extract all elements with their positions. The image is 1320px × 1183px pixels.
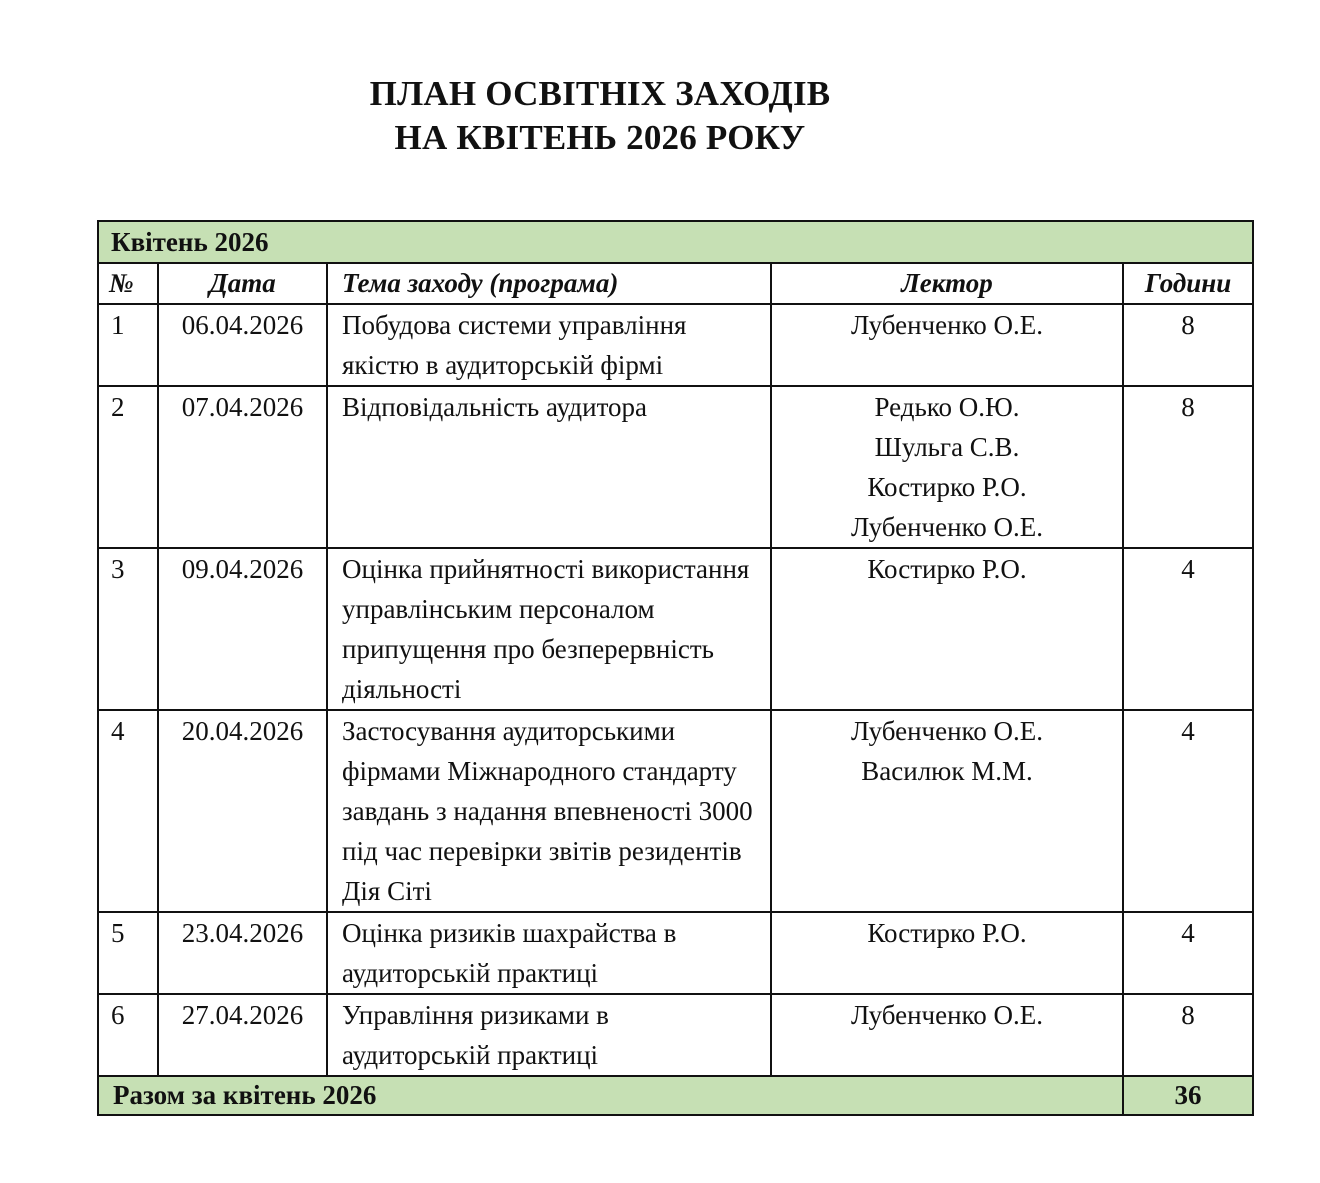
row-hours: 8 [1123, 304, 1253, 386]
column-header-num: № [98, 263, 158, 304]
page-title [0, 72, 1200, 160]
month-header-row [98, 221, 1253, 263]
row-num: 2 [98, 386, 158, 548]
row-num: 1 [98, 304, 158, 386]
lecturer-name: Шульга С.В. [874, 432, 1020, 462]
row-topic: Побудова системи управління якістю в аудиторській фірмі [327, 304, 771, 386]
row-date: 06.04.2026 [158, 304, 327, 386]
lecturer-name: Редько О.Ю. [874, 392, 1020, 422]
column-header-lecturer: Лектор [771, 263, 1123, 304]
row-date: 09.04.2026 [158, 548, 327, 710]
events-plan-table [97, 220, 1254, 1116]
lecturer-name: Лубенченко О.Е. [850, 1000, 1044, 1030]
row-lecturers [771, 386, 1123, 548]
lecturer-name: Костирко Р.О. [867, 918, 1027, 948]
row-hours: 8 [1123, 994, 1253, 1076]
row-hours: 8 [1123, 386, 1253, 548]
row-lecturers [771, 994, 1123, 1076]
row-topic: Управління ризиками в аудиторській практиці [327, 994, 771, 1076]
row-num: 3 [98, 548, 158, 710]
table-row [98, 386, 1253, 548]
row-topic: Оцінка прийнятності використання управлінським персоналом припущення про безперервність діяльності [327, 548, 771, 710]
row-topic: Оцінка ризиків шахрайства в аудиторській практиці [327, 912, 771, 994]
table-row [98, 912, 1253, 994]
lecturer-name: Лубенченко О.Е. [850, 512, 1044, 542]
row-lecturers [771, 710, 1123, 912]
title-line-1: ПЛАН ОСВІТНІХ ЗАХОДІВ [369, 74, 831, 113]
table-row [98, 548, 1253, 710]
lecturer-name: Лубенченко О.Е. [850, 310, 1044, 340]
row-num: 6 [98, 994, 158, 1076]
row-topic: Відповідальність аудитора [327, 386, 771, 548]
row-hours: 4 [1123, 912, 1253, 994]
table-row [98, 304, 1253, 386]
column-header-row [98, 263, 1253, 304]
row-hours: 4 [1123, 548, 1253, 710]
row-lecturers [771, 304, 1123, 386]
row-num: 4 [98, 710, 158, 912]
lecturer-name: Костирко Р.О. [867, 554, 1027, 584]
row-topic: Застосування аудиторськими фірмами Міжнародного стандарту завдань з надання впевненості 3000 під час перевірки звітів резидентів Дія Сіті [327, 710, 771, 912]
row-date: 07.04.2026 [158, 386, 327, 548]
lecturer-name: Василюк М.М. [861, 756, 1033, 786]
title-line-2: НА КВІТЕНЬ 2026 РОКУ [394, 118, 806, 157]
row-date: 27.04.2026 [158, 994, 327, 1076]
row-date: 20.04.2026 [158, 710, 327, 912]
lecturer-name: Костирко Р.О. [867, 472, 1027, 502]
table-row [98, 994, 1253, 1076]
lecturer-name: Лубенченко О.Е. [850, 716, 1044, 746]
row-lecturers [771, 912, 1123, 994]
total-row [98, 1076, 1253, 1115]
month-label: Квітень 2026 [98, 221, 1253, 263]
row-hours: 4 [1123, 710, 1253, 912]
total-hours: 36 [1123, 1076, 1253, 1115]
column-header-topic: Тема заходу (програма) [327, 263, 771, 304]
row-num: 5 [98, 912, 158, 994]
column-header-hours: Години [1123, 263, 1253, 304]
column-header-date: Дата [158, 263, 327, 304]
total-label: Разом за квітень 2026 [98, 1076, 1123, 1115]
row-date: 23.04.2026 [158, 912, 327, 994]
table-row [98, 710, 1253, 912]
row-lecturers [771, 548, 1123, 710]
